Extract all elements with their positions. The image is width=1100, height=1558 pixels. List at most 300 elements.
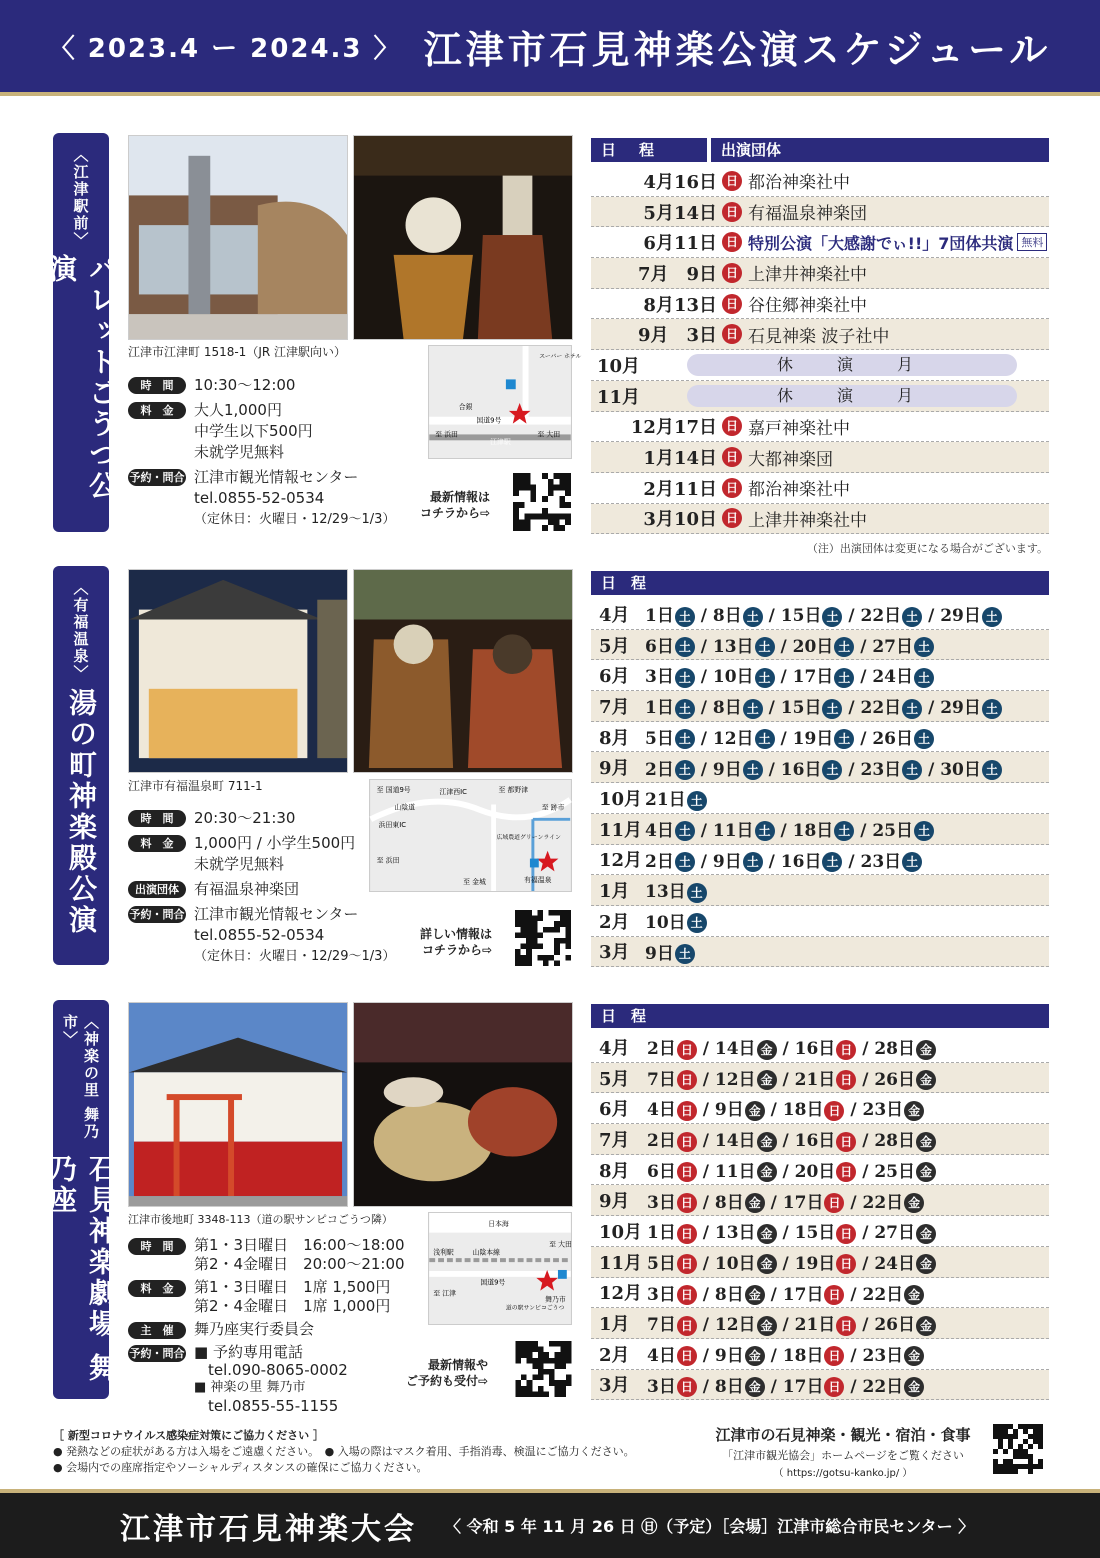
schedule-month: 9月 bbox=[599, 1191, 630, 1213]
section-tab-mainoza bbox=[45, 1000, 118, 1399]
performance-day: 26日 bbox=[872, 728, 913, 749]
saturday-icon: 土 bbox=[914, 729, 934, 749]
qr-code-yunomachi[interactable] bbox=[514, 910, 572, 966]
schedule-row bbox=[591, 1185, 1049, 1216]
friday-icon: 金 bbox=[916, 1162, 936, 1182]
schedule-month: 4月 bbox=[599, 604, 630, 626]
sunday-icon: 日 bbox=[722, 447, 742, 467]
performance-day: 21日 bbox=[794, 1315, 836, 1336]
schedule-days bbox=[639, 847, 922, 873]
saturday-icon: 土 bbox=[687, 791, 707, 811]
covid-line: ● 会場内での座席指定やソーシャルディスタンスの確保にご協力ください。 bbox=[53, 1461, 428, 1474]
schedule-date: 3月10日 bbox=[643, 509, 717, 531]
schedule-month: 5月 bbox=[599, 635, 630, 657]
performance-day: 7日 bbox=[647, 1069, 676, 1090]
fee-value: 未就学児無料 bbox=[194, 855, 285, 873]
schedule-days bbox=[641, 1218, 936, 1244]
separator: / bbox=[696, 1315, 715, 1336]
separator: / bbox=[696, 1284, 715, 1305]
sunday-icon: 日 bbox=[677, 1040, 697, 1060]
saturday-icon: 土 bbox=[822, 760, 842, 780]
photo-mainoza-kagura bbox=[353, 1002, 573, 1207]
schedule-month: 6月 bbox=[599, 1099, 630, 1121]
separator: / bbox=[774, 820, 793, 841]
schedule-row bbox=[591, 166, 1049, 197]
contact-phone: tel.090-8065-0002 bbox=[208, 1361, 348, 1379]
performance-day: 22日 bbox=[860, 606, 902, 627]
schedule-month: 12月 bbox=[599, 1283, 643, 1305]
performance-day: 11日 bbox=[712, 820, 754, 841]
contact-phone: tel.0855-55-1155 bbox=[208, 1397, 339, 1415]
friday-icon: 金 bbox=[904, 1346, 924, 1366]
performance-day: 9日 bbox=[714, 1345, 744, 1366]
schedule-date: 2月11日 bbox=[643, 478, 717, 500]
contact-hours: （定休日：火曜日・12/29〜1/3） bbox=[194, 949, 396, 964]
schedule-row bbox=[591, 1155, 1049, 1186]
qr-note-line: ご予約も受付⇨ bbox=[406, 1374, 489, 1388]
fee-label: 料 金 bbox=[128, 1280, 186, 1297]
sunday-icon: 日 bbox=[677, 1316, 697, 1336]
schedule-month: 12月 bbox=[599, 850, 643, 872]
performance-day: 12日 bbox=[714, 1069, 756, 1090]
qr-note-palette bbox=[420, 489, 490, 521]
performance-day: 1日 bbox=[647, 1223, 676, 1244]
schedule-header bbox=[591, 571, 1049, 595]
saturday-icon: 土 bbox=[675, 607, 695, 627]
saturday-icon: 土 bbox=[822, 699, 842, 719]
separator: / bbox=[696, 1223, 715, 1244]
saturday-icon: 土 bbox=[675, 637, 695, 657]
schedule-days bbox=[641, 1372, 924, 1398]
performance-day: 12日 bbox=[712, 728, 754, 749]
performer-name: 大都神楽団 bbox=[748, 449, 833, 470]
header-date: 日 程 bbox=[591, 138, 707, 162]
performance-day: 25日 bbox=[872, 820, 913, 841]
sunday-icon: 日 bbox=[836, 1224, 856, 1244]
sunday-icon: 日 bbox=[677, 1193, 697, 1213]
separator: / bbox=[762, 759, 781, 780]
schedule-date: 9月 3日 bbox=[637, 325, 717, 347]
section-tab-palette bbox=[45, 133, 118, 532]
schedule-days bbox=[639, 816, 934, 842]
schedule-row bbox=[591, 381, 1049, 412]
sunday-icon: 日 bbox=[677, 1132, 697, 1152]
performer-name: 有福温泉神楽団 bbox=[748, 204, 867, 225]
schedule-date: 12月17日 bbox=[630, 417, 717, 439]
sunday-icon: 日 bbox=[824, 1101, 844, 1121]
schedule-days bbox=[641, 1280, 924, 1306]
separator: / bbox=[776, 1223, 795, 1244]
friday-icon: 金 bbox=[757, 1162, 777, 1182]
separator: / bbox=[694, 728, 713, 749]
map-label: 至 跡市 bbox=[541, 803, 565, 812]
performance-day: 16日 bbox=[794, 1039, 836, 1060]
sunday-icon: 日 bbox=[722, 202, 742, 222]
separator: / bbox=[844, 1192, 863, 1213]
friday-icon: 金 bbox=[757, 1224, 777, 1244]
schedule-days bbox=[639, 601, 1002, 627]
qr-note-line: 最新情報や bbox=[428, 1358, 489, 1372]
performance-day: 3日 bbox=[645, 667, 674, 688]
performance-day: 25日 bbox=[874, 1161, 915, 1182]
performance-day: 17日 bbox=[782, 1192, 824, 1213]
performance-day: 5日 bbox=[647, 1253, 676, 1274]
separator: / bbox=[922, 606, 941, 627]
separator: / bbox=[696, 1069, 715, 1090]
schedule-month: 11月 bbox=[599, 1252, 643, 1274]
schedule-date: 5月14日 bbox=[643, 202, 717, 224]
schedule-palette bbox=[591, 138, 1049, 534]
footer-detail: 〈 令和 5 年 11 月 26 日 ㊐（予定）［会場］江津市総合市民センター 〉 bbox=[445, 1517, 975, 1536]
schedule-header bbox=[591, 138, 1049, 162]
separator: / bbox=[696, 1039, 715, 1060]
saturday-icon: 土 bbox=[982, 607, 1002, 627]
schedule-days bbox=[641, 1065, 936, 1091]
separator: / bbox=[776, 1315, 795, 1336]
schedule-row bbox=[591, 473, 1049, 504]
separator: / bbox=[842, 698, 861, 719]
friday-icon: 金 bbox=[916, 1070, 936, 1090]
friday-icon: 金 bbox=[745, 1377, 765, 1397]
tourism-promo bbox=[698, 1424, 988, 1479]
performance-day: 22日 bbox=[862, 1284, 904, 1305]
performance-day: 18日 bbox=[792, 820, 834, 841]
qr-note-line: 詳しい情報は bbox=[420, 927, 493, 941]
tab-title: パレットごうつ公演 bbox=[45, 254, 118, 503]
map-label: 山陰本線 bbox=[472, 1248, 500, 1257]
performance-day: 19日 bbox=[792, 728, 834, 749]
separator: / bbox=[764, 1376, 783, 1397]
saturday-icon: 土 bbox=[675, 944, 695, 964]
saturday-icon: 土 bbox=[675, 668, 695, 688]
performance-day: 14日 bbox=[714, 1039, 756, 1060]
schedule-yunomachi bbox=[591, 571, 1049, 967]
friday-icon: 金 bbox=[757, 1132, 777, 1152]
friday-icon: 金 bbox=[745, 1346, 765, 1366]
schedule-row bbox=[591, 630, 1049, 661]
performance-day: 15日 bbox=[780, 698, 822, 719]
address-palette: 江津市江津町 1518-1（JR 江津駅向い） bbox=[128, 345, 347, 359]
separator: / bbox=[856, 1223, 875, 1244]
performance-day: 8日 bbox=[712, 606, 742, 627]
performer-name: 都治神楽社中 bbox=[748, 173, 850, 194]
friday-icon: 金 bbox=[745, 1285, 765, 1305]
schedule-month: 7月 bbox=[599, 696, 630, 718]
tab-subtitle: 〈江津駅前〉 bbox=[71, 147, 90, 249]
schedule-days bbox=[639, 724, 934, 750]
map-label: 国道9号 bbox=[476, 416, 502, 425]
sunday-icon: 日 bbox=[677, 1162, 697, 1182]
free-badge: 無料 bbox=[1017, 233, 1047, 251]
schedule-mainoza bbox=[591, 1004, 1049, 1400]
schedule-days bbox=[639, 908, 707, 934]
header-date: 日 程 bbox=[591, 571, 1049, 595]
performance-day: 1日 bbox=[645, 698, 674, 719]
performance-day: 14日 bbox=[714, 1131, 756, 1152]
saturday-icon: 土 bbox=[675, 821, 695, 841]
fee-value: 第1・3日曜日 1席 1,500円 bbox=[194, 1278, 391, 1296]
photo-palette-kagura bbox=[353, 135, 573, 340]
performance-day: 1日 bbox=[645, 606, 674, 627]
separator: / bbox=[762, 606, 781, 627]
friday-icon: 金 bbox=[916, 1224, 936, 1244]
schedule-row bbox=[591, 875, 1049, 906]
contact-phone: tel.0855-52-0534 bbox=[194, 489, 325, 507]
schedule-days bbox=[641, 1341, 924, 1367]
performance-day: 21日 bbox=[794, 1069, 836, 1090]
saturday-icon: 土 bbox=[982, 760, 1002, 780]
map-label: 至 江津 bbox=[433, 1289, 456, 1298]
sunday-icon: 日 bbox=[824, 1346, 844, 1366]
friday-icon: 金 bbox=[904, 1285, 924, 1305]
schedule-month: 5月 bbox=[599, 1068, 630, 1090]
performance-day: 10日 bbox=[712, 667, 754, 688]
performance-day: 13日 bbox=[712, 636, 754, 657]
sunday-icon: 日 bbox=[722, 263, 742, 283]
map-label: 有福温泉 bbox=[524, 876, 552, 885]
performance-day: 6日 bbox=[645, 636, 674, 657]
performance-day: 27日 bbox=[874, 1223, 915, 1244]
schedule-row bbox=[591, 1216, 1049, 1247]
separator: / bbox=[696, 1345, 715, 1366]
performance-day: 4日 bbox=[647, 1345, 676, 1366]
saturday-icon: 土 bbox=[687, 913, 707, 933]
schedule-date: 4月16日 bbox=[643, 171, 717, 193]
separator: / bbox=[696, 1131, 715, 1152]
schedule-days bbox=[639, 693, 1002, 719]
schedule-date: 10月 bbox=[597, 355, 641, 377]
friday-icon: 金 bbox=[757, 1316, 777, 1336]
promo-url[interactable]: （ https://gotsu-kanko.jp/ ） bbox=[773, 1468, 913, 1479]
page-header bbox=[0, 0, 1100, 96]
map-label: 至 大田 bbox=[549, 1240, 572, 1249]
performance-day: 15日 bbox=[780, 606, 822, 627]
no-performance-badge: 休 演 月 bbox=[687, 354, 1017, 376]
fee-label: 料 金 bbox=[128, 402, 186, 419]
performance-day: 10日 bbox=[714, 1253, 756, 1274]
performance-day: 7日 bbox=[647, 1315, 676, 1336]
separator: / bbox=[844, 1376, 863, 1397]
separator: / bbox=[856, 1131, 875, 1152]
qr-note-yunomachi bbox=[420, 926, 492, 958]
saturday-icon: 土 bbox=[914, 637, 934, 657]
performance-day: 21日 bbox=[645, 790, 686, 811]
friday-icon: 金 bbox=[904, 1101, 924, 1121]
schedule-row bbox=[591, 814, 1049, 845]
sunday-icon: 日 bbox=[836, 1040, 856, 1060]
contact-phone: tel.0855-52-0534 bbox=[194, 926, 325, 944]
separator: / bbox=[842, 759, 861, 780]
performance-day: 22日 bbox=[862, 1376, 904, 1397]
sunday-icon: 日 bbox=[677, 1070, 697, 1090]
schedule-month: 1月 bbox=[599, 881, 630, 903]
schedule-row bbox=[591, 660, 1049, 691]
performer-name: 石見神楽 波子社中 bbox=[748, 326, 890, 347]
schedule-row bbox=[591, 504, 1049, 535]
separator: / bbox=[856, 1253, 875, 1274]
schedule-row bbox=[591, 227, 1049, 258]
schedule-days bbox=[641, 1310, 936, 1336]
map-label: 道の駅サンピコごうつ bbox=[505, 1305, 565, 1312]
time-label: 時 間 bbox=[128, 810, 186, 827]
saturday-icon: 土 bbox=[834, 668, 854, 688]
schedule-row bbox=[591, 289, 1049, 320]
tab-subtitle: 〈神楽の里 舞乃市〉 bbox=[61, 1014, 100, 1141]
separator: / bbox=[844, 1345, 863, 1366]
performance-day: 19日 bbox=[794, 1253, 836, 1274]
sunday-icon: 日 bbox=[677, 1224, 697, 1244]
saturday-icon: 土 bbox=[743, 699, 763, 719]
sunday-icon: 日 bbox=[836, 1316, 856, 1336]
performance-day: 6日 bbox=[647, 1161, 676, 1182]
sunday-icon: 日 bbox=[836, 1254, 856, 1274]
performance-day: 3日 bbox=[647, 1284, 676, 1305]
schedule-row bbox=[591, 722, 1049, 753]
map-label: 至 浜田 bbox=[435, 430, 458, 439]
fee-value: 第2・4金曜日 1席 1,000円 bbox=[194, 1297, 391, 1315]
separator: / bbox=[842, 851, 861, 872]
performance-day: 20日 bbox=[792, 636, 834, 657]
performance-day: 17日 bbox=[792, 667, 834, 688]
host-label: 主 催 bbox=[128, 1322, 186, 1339]
fee-value: 中学生以下500円 bbox=[194, 422, 313, 440]
performance-day: 13日 bbox=[714, 1223, 756, 1244]
schedule-date: 8月13日 bbox=[643, 294, 717, 316]
schedule-month: 11月 bbox=[599, 819, 643, 841]
saturday-icon: 土 bbox=[902, 699, 922, 719]
saturday-icon: 土 bbox=[743, 607, 763, 627]
sunday-icon: 日 bbox=[722, 324, 742, 344]
sunday-icon: 日 bbox=[722, 294, 742, 314]
separator: / bbox=[694, 759, 713, 780]
sunday-icon: 日 bbox=[824, 1285, 844, 1305]
fee-label: 料 金 bbox=[128, 835, 186, 852]
schedule-days bbox=[641, 1188, 924, 1214]
performance-day: 24日 bbox=[872, 667, 913, 688]
time-value: 第1・3日曜日 16:00〜18:00 bbox=[194, 1236, 405, 1254]
performance-day: 22日 bbox=[860, 698, 902, 719]
separator: / bbox=[696, 1161, 715, 1182]
map-label: 浅利駅 bbox=[433, 1248, 454, 1257]
friday-icon: 金 bbox=[916, 1040, 936, 1060]
fee-value: 1,000円 / 小学生500円 bbox=[194, 834, 356, 852]
saturday-icon: 土 bbox=[755, 668, 775, 688]
performance-day: 3日 bbox=[647, 1376, 676, 1397]
photo-yunomachi-building bbox=[128, 569, 348, 773]
qr-code-palette[interactable] bbox=[512, 473, 572, 531]
contact-value: ■ 神楽の里 舞乃市 bbox=[194, 1380, 306, 1395]
sunday-icon: 日 bbox=[836, 1132, 856, 1152]
performer-name: 都治神楽社中 bbox=[748, 480, 850, 501]
sunday-icon: 日 bbox=[722, 478, 742, 498]
saturday-icon: 土 bbox=[822, 852, 842, 872]
friday-icon: 金 bbox=[745, 1193, 765, 1213]
separator: / bbox=[842, 606, 861, 627]
schedule-date: 7月 9日 bbox=[637, 263, 717, 285]
info-mainoza bbox=[128, 1236, 405, 1419]
saturday-icon: 土 bbox=[982, 699, 1002, 719]
sunday-icon: 日 bbox=[722, 232, 742, 252]
separator: / bbox=[854, 667, 873, 688]
contact-label: 予約・問合せ bbox=[129, 1347, 185, 1377]
schedule-month: 4月 bbox=[599, 1037, 630, 1059]
performer-name: 谷住郷神楽社中 bbox=[748, 296, 867, 317]
separator: / bbox=[696, 1253, 715, 1274]
performer-name: 特別公演「大感謝でぃ!!」7団体共演 bbox=[748, 233, 1014, 253]
performance-day: 9日 bbox=[714, 1100, 744, 1121]
performer-name: 嘉戸神楽社中 bbox=[748, 418, 850, 439]
sunday-icon: 日 bbox=[824, 1193, 844, 1213]
map-label: 至 浜田 bbox=[376, 856, 400, 865]
troupe-value: 有福温泉神楽団 bbox=[194, 880, 300, 898]
time-label: 時 間 bbox=[128, 377, 186, 394]
time-value: 20:30〜21:30 bbox=[194, 809, 296, 827]
map-label: 至 大田 bbox=[537, 430, 561, 439]
separator: / bbox=[854, 728, 873, 749]
qr-code-tourism[interactable] bbox=[993, 1424, 1043, 1474]
separator: / bbox=[774, 636, 793, 657]
schedule-row bbox=[591, 258, 1049, 289]
performance-day: 23日 bbox=[860, 759, 902, 780]
schedule-header bbox=[591, 1004, 1049, 1028]
performer-name: 上津井神楽社中 bbox=[748, 510, 867, 531]
performance-day: 9日 bbox=[645, 943, 674, 964]
saturday-icon: 土 bbox=[687, 883, 707, 903]
separator: / bbox=[776, 1069, 795, 1090]
performance-day: 17日 bbox=[782, 1284, 824, 1305]
qr-code-mainoza[interactable] bbox=[515, 1341, 572, 1397]
performance-day: 2日 bbox=[645, 759, 674, 780]
friday-icon: 金 bbox=[757, 1040, 777, 1060]
troupe-label: 出演団体 bbox=[128, 881, 186, 898]
performance-day: 8日 bbox=[714, 1284, 744, 1305]
separator: / bbox=[844, 1100, 863, 1121]
saturday-icon: 土 bbox=[755, 637, 775, 657]
separator: / bbox=[854, 820, 873, 841]
separator: / bbox=[856, 1161, 875, 1182]
map-label: 江津西IC bbox=[439, 787, 467, 796]
schedule-days bbox=[641, 1249, 936, 1275]
page-footer bbox=[0, 1489, 1100, 1558]
fee-value: 未就学児無料 bbox=[194, 443, 285, 461]
separator: / bbox=[764, 1192, 783, 1213]
friday-icon: 金 bbox=[745, 1101, 765, 1121]
schedule-row bbox=[591, 752, 1049, 783]
map-label: 舞乃市 bbox=[545, 1295, 566, 1304]
performance-day: 28日 bbox=[874, 1039, 915, 1060]
contact-hours: （定休日：火曜日・12/29〜1/3） bbox=[194, 512, 396, 527]
separator: / bbox=[694, 698, 713, 719]
map-label: 至 金城 bbox=[463, 878, 486, 887]
performance-day: 9日 bbox=[712, 759, 742, 780]
saturday-icon: 土 bbox=[914, 668, 934, 688]
period: 〈 2023.4 ー 2024.3 〉 bbox=[48, 33, 402, 64]
separator: / bbox=[764, 1284, 783, 1305]
performance-day: 23日 bbox=[862, 1100, 904, 1121]
schedule-row bbox=[591, 599, 1049, 630]
performance-day: 18日 bbox=[782, 1100, 824, 1121]
page-title: 江津市石見神楽公演スケジュール bbox=[423, 26, 1052, 72]
schedule-month: 8月 bbox=[599, 727, 630, 749]
separator: / bbox=[762, 851, 781, 872]
covid-notice bbox=[53, 1428, 693, 1476]
map-label: 浜田東IC bbox=[378, 821, 407, 830]
tab-title: 湯の町神楽殿公演 bbox=[65, 688, 98, 936]
saturday-icon: 土 bbox=[914, 821, 934, 841]
separator: / bbox=[856, 1069, 875, 1090]
saturday-icon: 土 bbox=[743, 760, 763, 780]
map-label: 日本海 bbox=[488, 1219, 509, 1228]
